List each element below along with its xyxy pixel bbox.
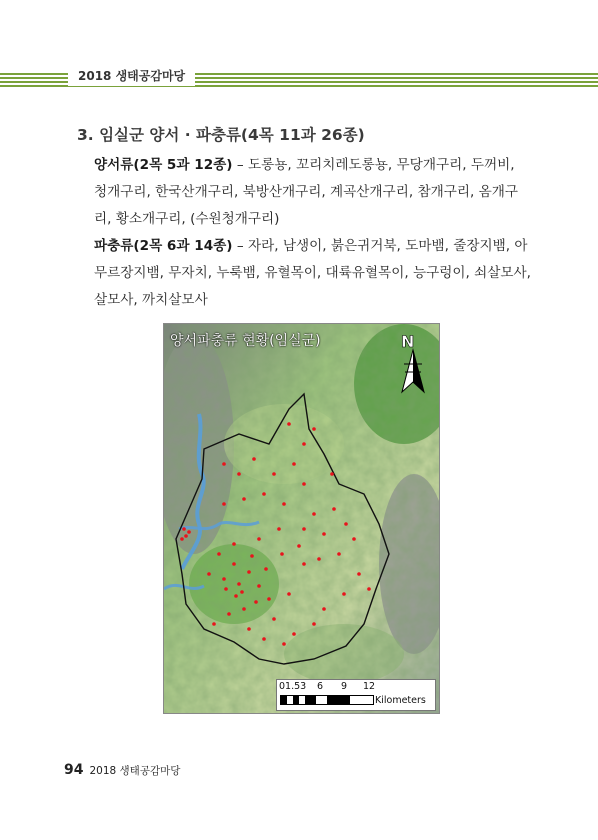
occurrence-point [207,572,211,576]
occurrence-point [237,582,241,586]
occurrence-point [332,507,336,511]
occurrence-point [287,422,291,426]
page-footer [64,762,180,778]
occurrence-point [257,584,261,588]
occurrence-point [312,622,316,626]
scale-tick-labels [279,681,375,692]
amphibian-list: – 도롱뇽, 꼬리치레도롱뇽, 무당개구리, 두꺼비, 청개구리, 한국산개구리, 북방산개구리, 계곡산개구리, 참개구리, 옴개구리, 황소개구리, (수원청개구리) [94,157,519,227]
occurrence-point [237,472,241,476]
occurrence-point [222,462,226,466]
page-number: 94 [64,762,84,778]
occurrence-point [224,587,228,591]
occurrence-point [262,637,266,641]
occurrence-point [217,552,221,556]
reptile-list: – 자라, 남생이, 붉은귀거북, 도마뱀, 줄장지뱀, 아무르장지뱀, 무자치, 누룩뱀, 유혈목이, 대륙유혈목이, 능구렁이, 쇠살모사, 살모사, 까치살모사 [94,238,531,308]
occurrence-point [247,570,251,574]
occurrence-point [344,522,348,526]
svg-text:N: N [401,332,415,351]
north-arrow-icon [398,330,428,396]
occurrence-point [247,627,251,631]
occurrence-point [252,457,256,461]
occurrence-point [267,597,271,601]
scale-graduation [280,695,374,705]
occurrence-point [180,537,184,541]
occurrence-point [250,554,254,558]
map-title: 양서파충류 현황(임실군) [170,333,321,349]
reptile-paragraph [94,233,532,314]
occurrence-point [292,462,296,466]
occurrence-point [232,562,236,566]
occurrence-point [330,472,334,476]
occurrence-point [337,552,341,556]
occurrence-point [317,557,321,561]
scale-tick: 9 [341,681,348,692]
running-header: 2018 생태공감마당 [68,66,195,86]
occurrence-point [282,502,286,506]
occurrence-point [222,577,226,581]
occurrence-point [254,600,258,604]
scale-tick: 12 [363,681,376,692]
scale-tick: 01.53 [279,681,307,692]
occurrence-point [302,482,306,486]
occurrence-point [187,530,191,534]
occurrence-point [182,527,186,531]
occurrence-point [184,534,188,538]
occurrence-point [227,612,231,616]
occurrence-point [342,592,346,596]
occurrence-point [322,532,326,536]
occurrence-point [282,642,286,646]
occurrence-point [240,590,244,594]
occurrence-point [302,562,306,566]
occurrence-point [222,502,226,506]
reptile-label: 파충류(2목 6과 14종) [94,238,233,254]
occurrence-point [272,472,276,476]
species-text [94,152,532,314]
occurrence-point [212,622,216,626]
footer-title: 2018 생태공감마당 [89,765,181,777]
north-arrow-graphic [398,330,428,396]
scale-tick: 6 [317,681,324,692]
scale-unit-label: Kilometers [375,695,426,706]
occurrence-point [297,544,301,548]
amphibian-label: 양서류(2목 5과 12종) [94,157,233,173]
occurrence-point [232,542,236,546]
occurrence-point [312,427,316,431]
occurrence-point [367,587,371,591]
occurrence-point [264,567,268,571]
occurrence-point [234,594,238,598]
occurrence-point [277,527,281,531]
amphibian-paragraph [94,152,532,233]
occurrence-point [302,442,306,446]
section-title: 3. 임실군 양서 · 파충류(4목 11과 26종) [77,126,365,144]
occurrence-point [257,537,261,541]
occurrence-point [302,527,306,531]
occurrence-point [272,617,276,621]
occurrence-point [352,537,356,541]
distribution-map [163,323,440,714]
scale-bar [276,679,436,711]
occurrence-point [357,572,361,576]
occurrence-point [287,592,291,596]
occurrence-point [280,552,284,556]
occurrence-point [312,512,316,516]
occurrence-point [262,492,266,496]
occurrence-point [322,607,326,611]
occurrence-point [242,607,246,611]
occurrence-point [292,632,296,636]
occurrence-point [242,497,246,501]
